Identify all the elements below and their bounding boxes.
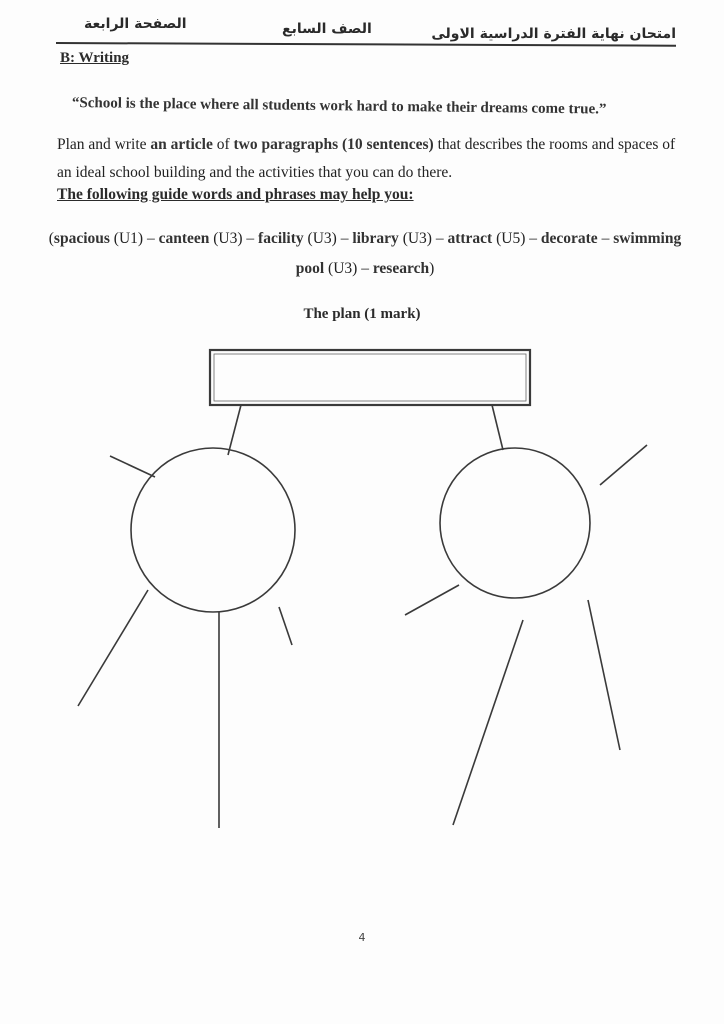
instructions-part-1: Plan and write (57, 136, 151, 153)
header-grade: الصف السابع (282, 21, 372, 37)
right-spoke-1 (600, 445, 647, 485)
guide-word: swimming pool (295, 230, 682, 277)
right-spoke-2 (405, 585, 459, 615)
left-spoke-2 (78, 590, 148, 706)
guide-words-list: (spacious (U1) – canteen (U3) – facility (U3) – library (U3) – attract (U5) – decorate – swimming pool (U3) – research) (48, 230, 682, 277)
guide-word-unit: (U3) (398, 230, 432, 247)
instructions-part-3: of (212, 136, 234, 153)
instructions-part-5: that describes the rooms and spaces of an ideal school building and the activities that you can do there. (57, 136, 676, 181)
guide-word: decorate (540, 230, 598, 247)
guide-word: canteen (158, 230, 210, 247)
plan-topic-box[interactable] (210, 350, 530, 405)
connector-left (228, 405, 241, 455)
guide-word: research (372, 260, 430, 277)
header-exam-title: امتحان نهاية الفترة الدراسية الاولى (431, 26, 676, 42)
guide-word: library (352, 230, 399, 247)
right-idea-circle[interactable] (440, 448, 590, 598)
guide-word-unit: (U5) (492, 230, 526, 247)
guide-word-unit: (U1) (109, 230, 144, 247)
instructions-part-2: an article (150, 136, 213, 153)
guide-word: facility (258, 230, 304, 247)
guide-word-unit: (U3) (303, 230, 337, 247)
right-spoke-3 (453, 620, 523, 825)
left-spoke-4 (279, 607, 292, 645)
left-idea-circle[interactable] (131, 448, 295, 612)
left-spoke-1 (110, 456, 155, 477)
guide-word: attract (447, 230, 493, 247)
header-page-label: الصفحة الرابعة (84, 16, 187, 32)
guide-word: spacious (53, 230, 110, 247)
connector-right (492, 405, 503, 450)
guide-word-unit: (U3) (324, 260, 358, 277)
page-number: 4 (358, 931, 366, 944)
guide-title: The following guide words and phrases may help you: (57, 186, 414, 203)
guide-word-unit: (U3) (209, 230, 243, 247)
plan-title: The plan (1 mark) (303, 306, 421, 322)
section-title: B: Writing (60, 50, 130, 66)
plan-topic-box-inner (214, 354, 526, 401)
instructions-part-4: two paragraphs (10 sentences) (233, 136, 434, 153)
right-spoke-4 (588, 600, 620, 750)
writing-prompt-quote: “School is the place where all students work hard to make their dreams come true.” (71, 95, 607, 118)
